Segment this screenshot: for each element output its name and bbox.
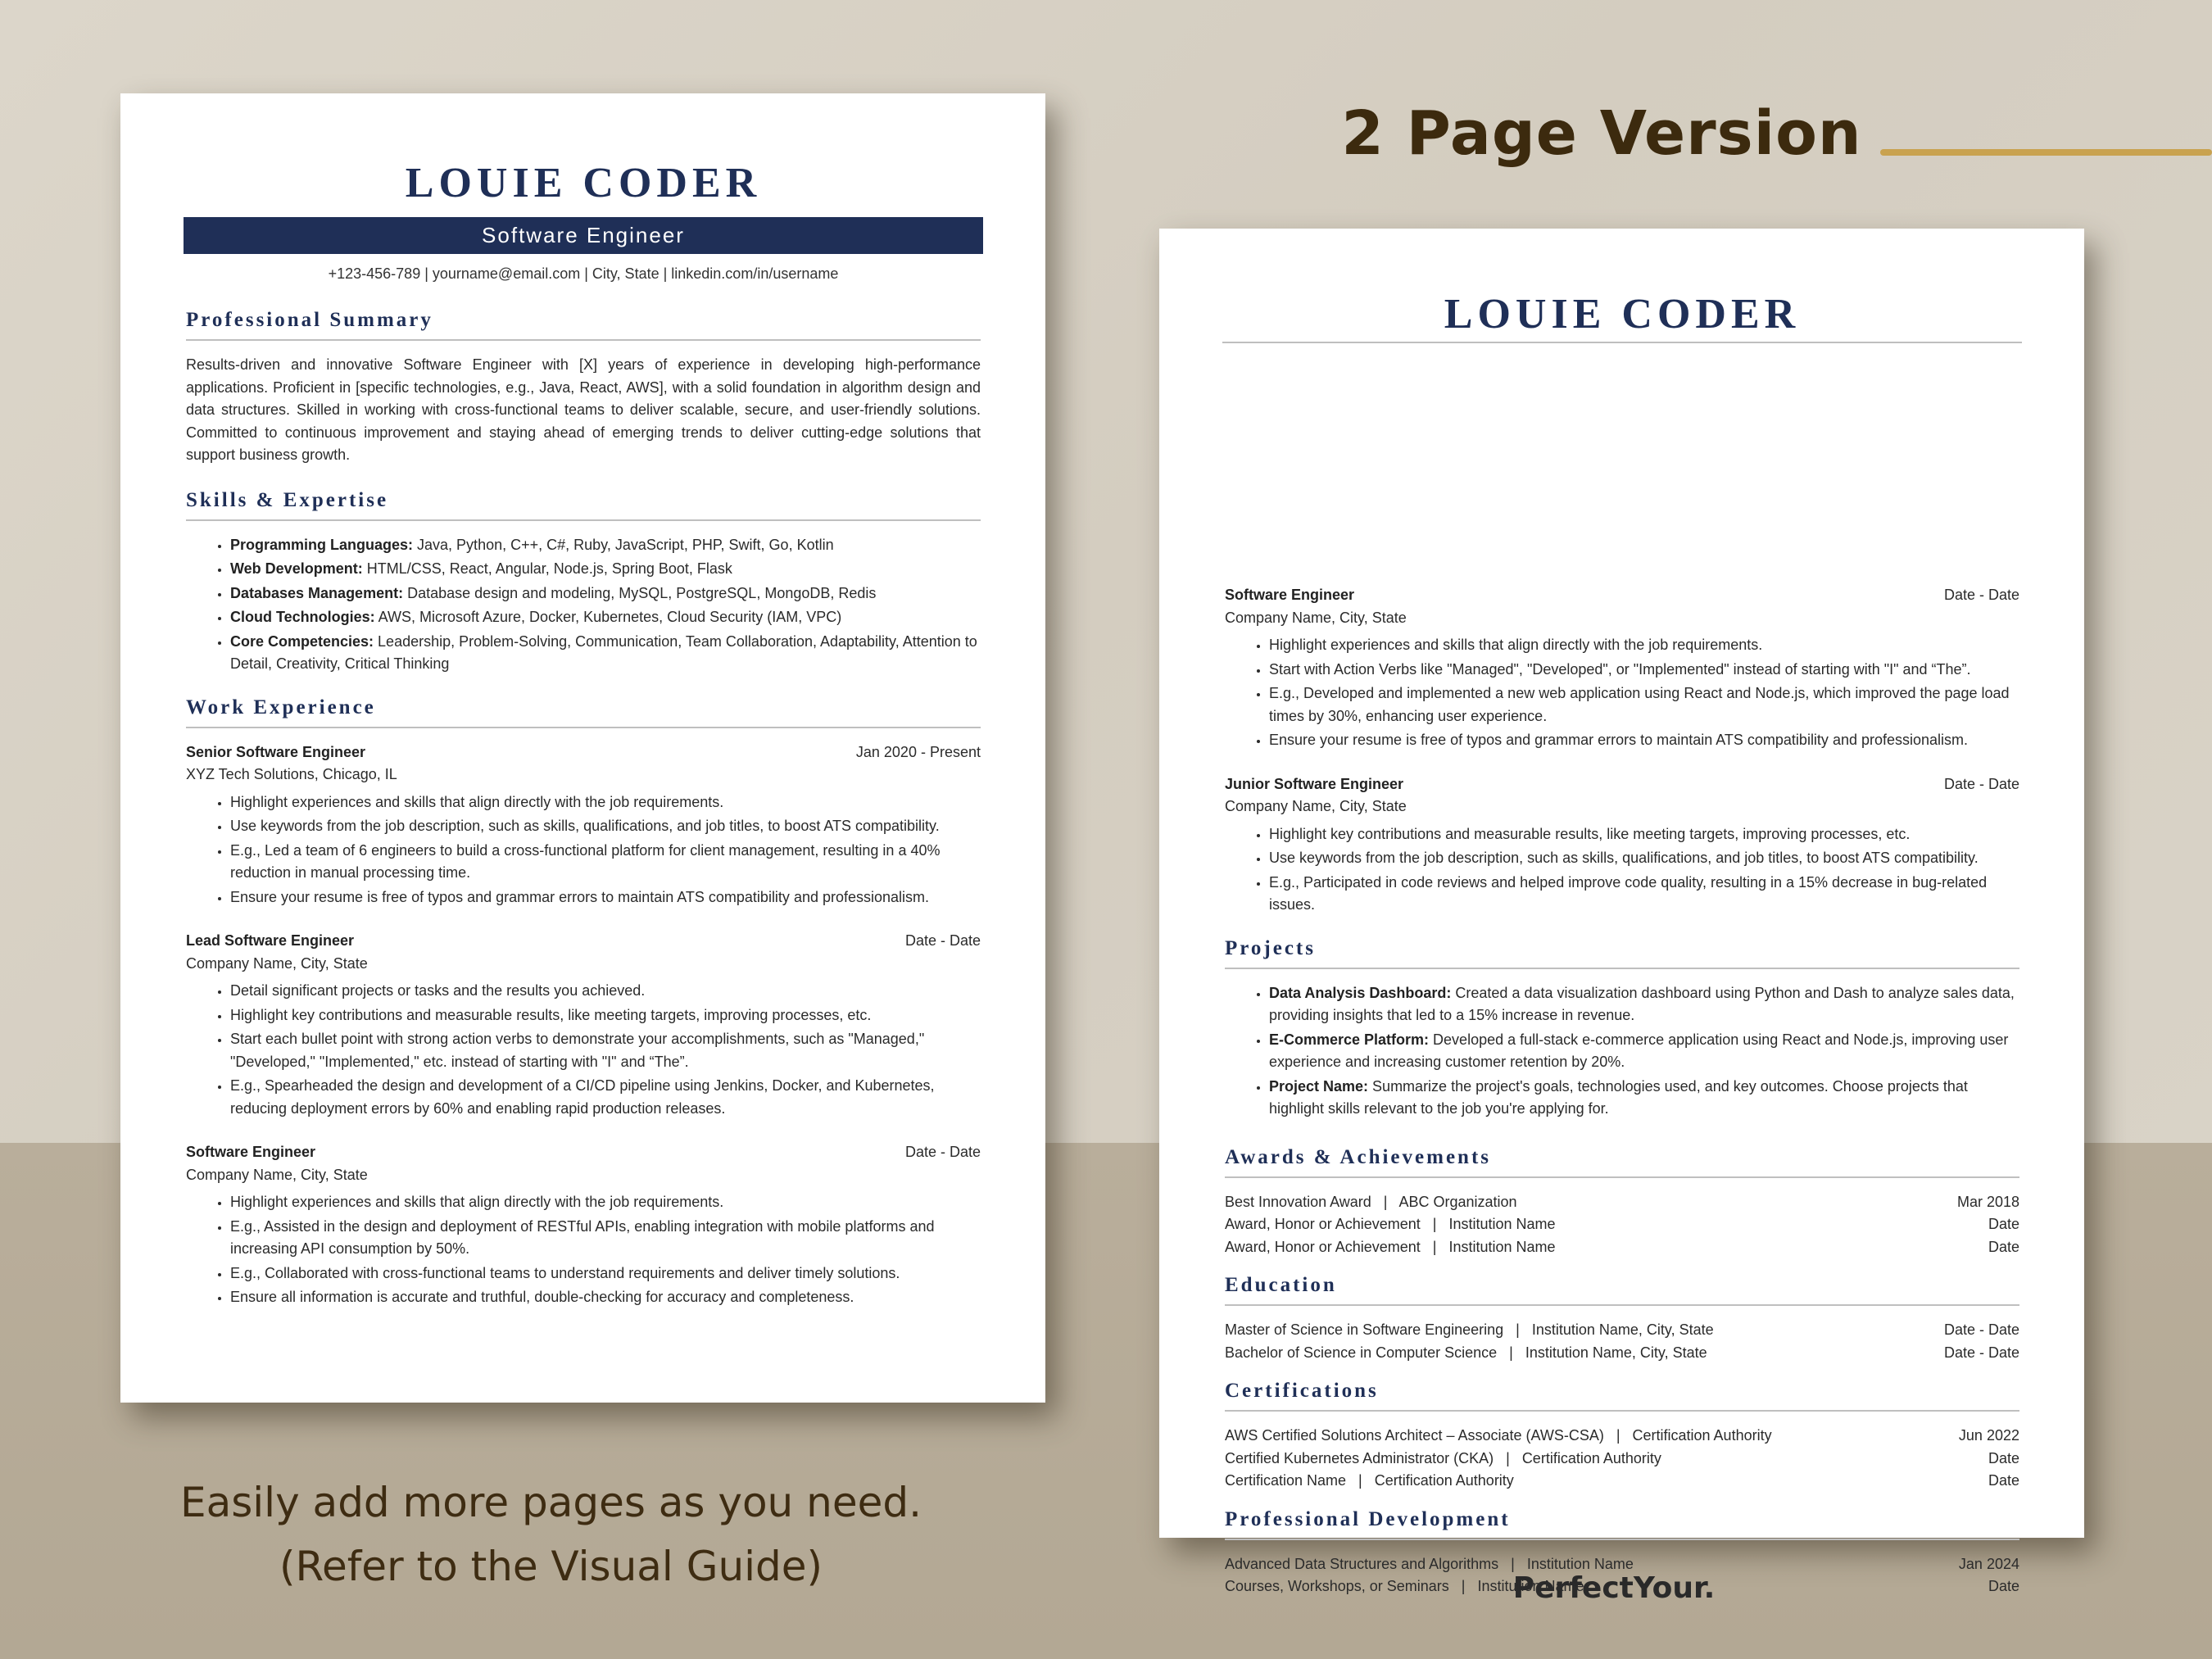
job-bullet: • Highlight experiences and skills that align directly with the job requirements.: [230, 791, 981, 814]
job-bullet: • Highlight key contributions and measurable results, like meeting targets, improving processes, etc.: [230, 1004, 981, 1027]
list-item: [230, 631, 981, 676]
entry-date: Jan 2024: [1958, 1555, 2019, 1572]
entry-row: [1225, 1236, 2019, 1259]
job-spacer: [186, 918, 981, 927]
job-date: Jan 2020 - Present: [855, 743, 981, 760]
job-bullet: • Highlight key contributions and measurable results, like meeting targets, improving processes, etc.: [1269, 823, 2019, 846]
banner-gold-line: [1880, 149, 2212, 156]
item-label: Cloud Technologies:: [230, 609, 375, 625]
page-2-content: [1225, 581, 2019, 1598]
entry-text: Best Innovation Award | ABC Organization: [1225, 1193, 1517, 1210]
job-bullet: • Detail significant projects or tasks and the results you achieved.: [230, 980, 981, 1003]
section-heading-certifications: Certifications: [1225, 1377, 2019, 1412]
job-date: Date - Date: [904, 932, 981, 949]
job-bullets: [186, 791, 981, 909]
job-title: Lead Software Engineer: [186, 932, 355, 949]
section-heading-skills: Skills & Expertise: [186, 487, 981, 521]
job-header: [1225, 773, 2019, 796]
tagline-line-2: (Refer to the Visual Guide): [279, 1543, 823, 1590]
section-heading-awards: Awards & Achievements: [1225, 1144, 2019, 1178]
resume-name: LOUIE CODER: [405, 160, 762, 206]
item-text: HTML/CSS, React, Angular, Node.js, Spring Boot, Flask: [362, 560, 732, 577]
entry-text: Master of Science in Software Engineering | Institution Name, City, State: [1225, 1321, 1714, 1338]
entry-row: [1225, 1448, 2019, 1471]
list-item: [1269, 982, 2019, 1027]
entry-row: [1225, 1319, 2019, 1342]
job-company: XYZ Tech Solutions, Chicago, IL: [186, 766, 397, 782]
entry-row: [1225, 1191, 2019, 1214]
skills-list: [186, 534, 981, 676]
job-entry: [186, 741, 981, 927]
item-text: Developed a full-stack e-commerce application using React and Node.js, improving user experience and increasing customer retention by 20%.: [1269, 1031, 2009, 1070]
job-bullet: • Ensure your resume is free of typos and grammar errors to maintain ATS compatibility and professionalism.: [1269, 729, 2019, 752]
job-spacer: [1225, 762, 2019, 770]
job-entry: [1225, 584, 2019, 770]
entry-text: Bachelor of Science in Computer Science | Institution Name, City, State: [1225, 1344, 1707, 1361]
job-bullets: [186, 980, 981, 1120]
development-list: [1225, 1553, 2019, 1598]
item-label: Project Name:: [1269, 1077, 1369, 1095]
awards-list: [1225, 1191, 2019, 1259]
entry-date: Date: [1988, 1472, 2019, 1489]
job-spacer: [1225, 927, 2019, 935]
job-title: Software Engineer: [186, 1144, 316, 1160]
tagline-line-1: Easily add more pages as you need.: [180, 1479, 922, 1526]
section-heading-work: Work Experience: [186, 694, 981, 728]
section-heading-projects: Projects: [1225, 935, 2019, 969]
brand-logo-text: PerfectYour.: [1512, 1571, 1716, 1605]
entry-text: AWS Certified Solutions Architect – Associate (AWS-CSA) | Certification Authority: [1225, 1427, 1772, 1444]
item-label: E-Commerce Platform:: [1269, 1031, 1430, 1048]
job-header: [186, 1141, 981, 1164]
section-heading-summary: Professional Summary: [186, 306, 981, 341]
banner-title: 2 Page Version: [1341, 98, 1862, 169]
entry-text: Award, Honor or Achievement | Institution Name: [1225, 1238, 1556, 1255]
item-text: Created a data visualization dashboard using Python and Dash to analyze sales data, providing insights that led to a 15% increase in revenue.: [1269, 984, 2015, 1023]
projects-list: [1225, 982, 2019, 1121]
job-company: Company Name, City, State: [1225, 798, 1407, 814]
job-bullet: • E.g., Participated in code reviews and helped improve code quality, resulting in a 15% decrease in bug-related issues.: [1269, 872, 2019, 917]
list-item: [230, 582, 981, 605]
entry-date: Date: [1988, 1578, 2019, 1594]
summary-text: Results-driven and innovative Software Engineer with [X] years of experience in developing high-performance applications. Proficient in [specific technologies, e.g., Java, React, AWS], with a solid foundation in algorithm design and data structures. Skilled in working with cross-functional teams to deliver scalable, secure, and user-friendly solutions. Committed to continuous improvement and staying ahead of emerging trends to deliver cutting-edge solutions that support business growth.: [186, 356, 981, 463]
job-entry: [186, 930, 981, 1138]
job-title-bar: Software Engineer: [184, 217, 983, 254]
item-label: Programming Languages:: [230, 536, 414, 553]
item-text: Summarize the project's goals, technologies used, and key outcomes. Choose projects that highlight skills relevant to the job you're applying for.: [1269, 1077, 1968, 1117]
item-text: Java, Python, C++, C#, Ruby, JavaScript, PHP, Swift, Go, Kotlin: [413, 536, 834, 553]
entry-text: Advanced Data Structures and Algorithms | Institution Name: [1225, 1555, 1634, 1572]
job-bullets: [186, 1191, 981, 1309]
entry-text: Certification Name | Certification Authority: [1225, 1472, 1514, 1489]
job-header: [1225, 584, 2019, 607]
entry-text: Award, Honor or Achievement | Institution Name: [1225, 1216, 1556, 1232]
job-bullet: • E.g., Collaborated with cross-functional teams to understand requirements and deliver timely solutions.: [230, 1262, 981, 1285]
item-text: Database design and modeling, MySQL, PostgreSQL, MongoDB, Redis: [403, 584, 877, 601]
job-bullet: • E.g., Assisted in the design and deployment of RESTful APIs, enabling integration with mobile platforms and increasing API consumption by 50%.: [230, 1216, 981, 1261]
tagline: [123, 1471, 979, 1598]
job-date: Date - Date: [904, 1144, 981, 1160]
list-item: [1269, 1029, 2019, 1074]
job-bullet: • E.g., Spearheaded the design and development of a CI/CD pipeline using Jenkins, Docker, and Kubernetes, reducing deployment errors by 60% and enabling rapid production releases.: [230, 1075, 981, 1120]
certifications-list: [1225, 1425, 2019, 1493]
entry-row: [1225, 1553, 2019, 1576]
entry-date: Date: [1988, 1238, 2019, 1255]
entry-date: Jun 2022: [1958, 1427, 2019, 1444]
job-bullet: • Start each bullet point with strong action verbs to demonstrate your accomplishments, such as "Managed," "Developed," "Implemented," etc. instead of starting with "I" and “The”.: [230, 1028, 981, 1073]
list-item: [1269, 1076, 2019, 1121]
job-bullet: • Use keywords from the job description, such as skills, qualifications, and job titles, to boost ATS compatibility.: [1269, 847, 2019, 870]
entry-row: [1225, 1342, 2019, 1365]
item-label: Databases Management:: [230, 584, 404, 601]
entry-row: [1225, 1470, 2019, 1493]
entry-date: Date: [1988, 1449, 2019, 1466]
job-entry: [186, 1141, 981, 1327]
job-bullet: • Start with Action Verbs like "Managed", "Developed", or "Implemented" instead of starting with "I" and “The”.: [1269, 659, 2019, 682]
job-date: Date - Date: [1943, 775, 2019, 792]
job-company: Company Name, City, State: [186, 1166, 368, 1183]
entry-text: Certified Kubernetes Administrator (CKA) | Certification Authority: [1225, 1449, 1661, 1466]
entry-date: Date - Date: [1943, 1344, 2019, 1361]
resume-page-1: [120, 93, 1045, 1403]
entry-text: Courses, Workshops, or Seminars | Institution Name: [1225, 1578, 1584, 1594]
job-header: [186, 930, 981, 953]
job-company: Company Name, City, State: [1225, 609, 1407, 626]
item-text: Leadership, Problem-Solving, Communication, Team Collaboration, Adaptability, Attention to Detail, Creativity, Critical Thinking: [230, 632, 977, 672]
job-bullet: • Ensure your resume is free of typos and grammar errors to maintain ATS compatibility and professionalism.: [230, 886, 981, 909]
job-title: Junior Software Engineer: [1225, 775, 1404, 792]
job-bullet: • E.g., Led a team of 6 engineers to build a cross-functional platform for client management, resulting in a 40% reduction in manual processing time.: [230, 840, 981, 885]
name-divider: [1222, 342, 2022, 343]
item-label: Core Competencies:: [230, 632, 374, 650]
entry-date: Date: [1988, 1216, 2019, 1232]
job-bullet: • Highlight experiences and skills that align directly with the job requirements.: [230, 1191, 981, 1214]
section-heading-development: Professional Development: [1225, 1506, 2019, 1540]
job-header: [186, 741, 981, 764]
job-date: Date - Date: [1943, 587, 2019, 603]
entry-row: [1225, 1575, 2019, 1598]
job-company: Company Name, City, State: [186, 954, 368, 972]
entry-row: [1225, 1213, 2019, 1236]
section-heading-education: Education: [1225, 1271, 2019, 1306]
entry-row: [1225, 1425, 2019, 1448]
resume-name-page-2: LOUIE CODER: [1444, 291, 1801, 338]
contact-line: +123-456-789 | yourname@email.com | City, State | linkedin.com/in/username: [328, 265, 839, 282]
job-bullet: • Ensure all information is accurate and truthful, double-checking for accuracy and completeness.: [230, 1286, 981, 1309]
job-bullets: [1225, 823, 2019, 917]
job-spacer: [186, 1319, 981, 1327]
job-bullet: • Use keywords from the job description, such as skills, qualifications, and job titles, to boost ATS compatibility.: [230, 815, 981, 838]
work-experience-continued: [1225, 584, 2019, 935]
education-list: [1225, 1319, 2019, 1364]
job-bullets: [1225, 634, 2019, 752]
list-item: [230, 558, 981, 581]
list-item: [230, 606, 981, 629]
entry-date: Mar 2018: [1956, 1193, 2019, 1210]
item-label: Data Analysis Dashboard:: [1269, 984, 1452, 1001]
list-item: [230, 534, 981, 557]
job-title: Software Engineer: [1225, 587, 1355, 603]
job-bullet: • E.g., Developed and implemented a new web application using React and Node.js, which improved the page load times by 30%, enhancing user experience.: [1269, 682, 2019, 728]
item-text: AWS, Microsoft Azure, Docker, Kubernetes, Cloud Security (IAM, VPC): [374, 609, 842, 625]
job-title: Senior Software Engineer: [186, 743, 366, 760]
job-bullet: • Highlight experiences and skills that align directly with the job requirements.: [1269, 634, 2019, 657]
item-label: Web Development:: [230, 560, 363, 577]
page-1-content: [186, 306, 981, 1327]
job-spacer: [186, 1130, 981, 1138]
job-entry: [1225, 773, 2019, 935]
work-experience-list: [186, 741, 981, 1327]
entry-date: Date - Date: [1943, 1321, 2019, 1338]
